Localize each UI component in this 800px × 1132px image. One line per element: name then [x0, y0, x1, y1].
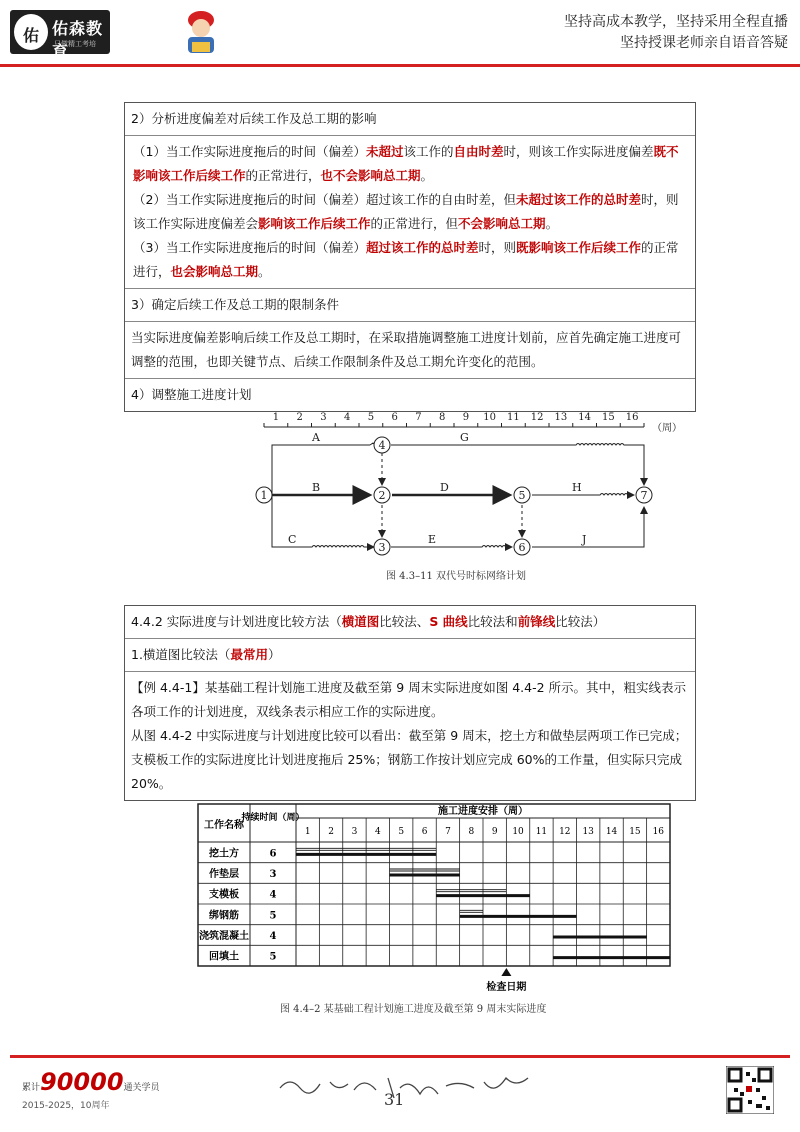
section-title: 4.4.2 实际进度与计划进度比较方法（横道图比较法、S 曲线比较法和前锋线比较法） [125, 606, 695, 639]
axis-week-label: 4 [343, 412, 351, 423]
body-paragraph: 当实际进度偏差影响后续工作及总工期时，在采取措施调整施工进度计划前，应首先确定施工进度可调整的范围，也即关键节点、后续工作限制条件及总工期允许变化的范围。 [125, 322, 695, 379]
week-number: 3 [351, 827, 358, 837]
work-duration: 4 [269, 931, 277, 942]
brand-logo [10, 10, 110, 61]
activity-H: H [572, 481, 582, 494]
axis-week-label: 16 [625, 412, 639, 423]
week-number: 6 [421, 827, 428, 837]
page-number: 31 [384, 1090, 405, 1109]
arrow-J [532, 507, 644, 547]
axis-week-label: 14 [578, 412, 591, 423]
activity-G: G [460, 431, 469, 444]
axis-week-label: 13 [554, 412, 568, 423]
col-duration: 持续时间（周） [241, 813, 305, 823]
logo-name: 佑森教育 [52, 19, 104, 61]
page-header [0, 0, 800, 64]
axis-week-label: 6 [391, 412, 398, 423]
gantt-schedule-chart [184, 796, 678, 1020]
work-duration: 5 [269, 910, 277, 922]
rule-3: （3）当工作实际进度拖后的时间（偏差）超过该工作的总时差时，则既影响该工作后续工作的正常进行，也会影响总工期。 [133, 240, 679, 279]
arrow-E [391, 546, 512, 548]
work-duration: 6 [269, 848, 277, 860]
figure-caption: 图 4.3–11 双代号时标网络计划 [386, 571, 526, 582]
week-number: 12 [559, 827, 571, 837]
activity-C: C [288, 533, 297, 546]
node-1: 1 [260, 489, 268, 502]
slogan: 坚持高成本教学，坚持采用全程直播 坚持授课老师亲自语音答疑 [564, 14, 788, 51]
work-duration: 4 [269, 889, 277, 901]
qr-code[interactable] [726, 1066, 774, 1114]
week-number: 14 [605, 827, 618, 837]
week-number: 5 [398, 827, 405, 837]
node-5: 5 [518, 489, 526, 502]
section-heading: 2）分析进度偏差对后续工作及总工期的影响 [125, 103, 695, 136]
axis-week-label: 15 [602, 412, 615, 423]
week-number: 15 [629, 827, 641, 837]
axis-week-label: 9 [462, 412, 470, 423]
progress-analysis-box [124, 102, 696, 412]
mascot-illustration [178, 8, 224, 58]
axis-week-label: 11 [507, 412, 520, 423]
header-divider [0, 64, 800, 67]
node-6: 6 [518, 541, 526, 554]
activity-D: D [440, 481, 449, 494]
week-number: 4 [374, 827, 381, 837]
rule-2: （2）当工作实际进度拖后的时间（偏差）超过该工作的自由时差，但未超过该工作的总时差时，则该工作实际进度偏差会影响该工作后续工作的正常进行，但不会影响总工期。 [133, 192, 679, 231]
section-heading: 4）调整施工进度计划 [131, 387, 252, 402]
footer-stats: 累计90000通关学员 2015-2025，10周年 [22, 1068, 160, 1111]
section-heading: 3）确定后续工作及总工期的限制条件 [125, 289, 695, 322]
work-duration: 3 [269, 869, 277, 880]
col-schedule: 施工进度安排（周） [438, 806, 528, 817]
footer-divider [10, 1055, 790, 1058]
axis-week-label: 10 [483, 412, 496, 423]
work-name: 绑钢筋 [209, 910, 239, 922]
activity-J: J [582, 533, 587, 546]
arrow-G [391, 444, 644, 486]
axis-week-label: 3 [320, 412, 327, 423]
activity-B: B [312, 481, 321, 494]
col-work-name: 工作名称 [204, 820, 244, 831]
rule-paragraphs [125, 136, 695, 289]
week-number: 1 [304, 827, 311, 837]
work-name: 作垫层 [209, 869, 239, 880]
activity-A: A [312, 431, 320, 444]
axis-week-label: 12 [530, 412, 544, 423]
week-number: 13 [582, 827, 594, 837]
node-2: 2 [378, 489, 386, 502]
work-name: 浇筑混凝土 [199, 931, 249, 942]
logo-subtitle: 只做精工考培 [54, 40, 96, 48]
work-name: 支模板 [209, 889, 239, 901]
arrow-H [532, 494, 634, 496]
axis-week-label: 1 [272, 412, 280, 423]
work-name: 挖土方 [209, 848, 239, 860]
time-scaled-network-diagram [252, 407, 682, 589]
week-number: 2 [328, 827, 334, 837]
rule-1: （1）当工作实际进度拖后的时间（偏差）未超过该工作的自由时差时，则该工作实际进度偏差既不影响该工作后续工作的正常进行，也不会影响总工期。 [133, 144, 679, 183]
week-number: 7 [445, 827, 451, 837]
arrow-A [272, 445, 370, 495]
handwritten-signature [270, 1068, 570, 1108]
check-date-label: 检查日期 [486, 982, 527, 993]
method-heading: 1.横道图比较法（最常用） [125, 639, 695, 672]
axis-week-label: 7 [415, 412, 422, 423]
work-name: 回填土 [209, 951, 239, 963]
week-number: 11 [535, 827, 548, 837]
week-number: 8 [468, 827, 475, 837]
week-number: 16 [652, 827, 665, 837]
axis-week-label: 8 [438, 412, 446, 423]
week-number: 9 [491, 827, 498, 837]
check-date-marker [501, 968, 511, 976]
axis-week-label: 5 [367, 412, 375, 423]
logo-emblem: 佑 [14, 14, 48, 50]
figure-caption: 图 4.4–2 某基础工程计划施工进度及截至第 9 周末实际进度 [280, 1004, 547, 1015]
node-4: 4 [378, 439, 386, 452]
axis-week-label: 2 [296, 412, 303, 423]
node-7: 7 [640, 489, 648, 502]
node-3: 3 [378, 541, 386, 554]
week-number: 10 [512, 827, 524, 837]
axis-unit-label: （周） [652, 423, 682, 434]
comparison-methods-box [124, 605, 696, 801]
work-duration: 5 [269, 951, 277, 963]
activity-E: E [428, 533, 437, 546]
example-paragraph: 【例 4.4-1】某基础工程计划施工进度及截至第 9 周末实际进度如图 4.4-2 所示。其中，粗实线表示各项工作的计划进度，双线条表示相应工作的实际进度。 从图 4.4-2 中实际进度与计划进度比较可以看出：截至第 9 周末，挖土方和做垫层两项工作已完成；支模板工作的实际进度比计划进度拖后 25%；钢筋工作按计划应完成 60%的工作量，但实际只完成 20%。 [131, 680, 688, 791]
student-count: 90000 [40, 1068, 124, 1096]
